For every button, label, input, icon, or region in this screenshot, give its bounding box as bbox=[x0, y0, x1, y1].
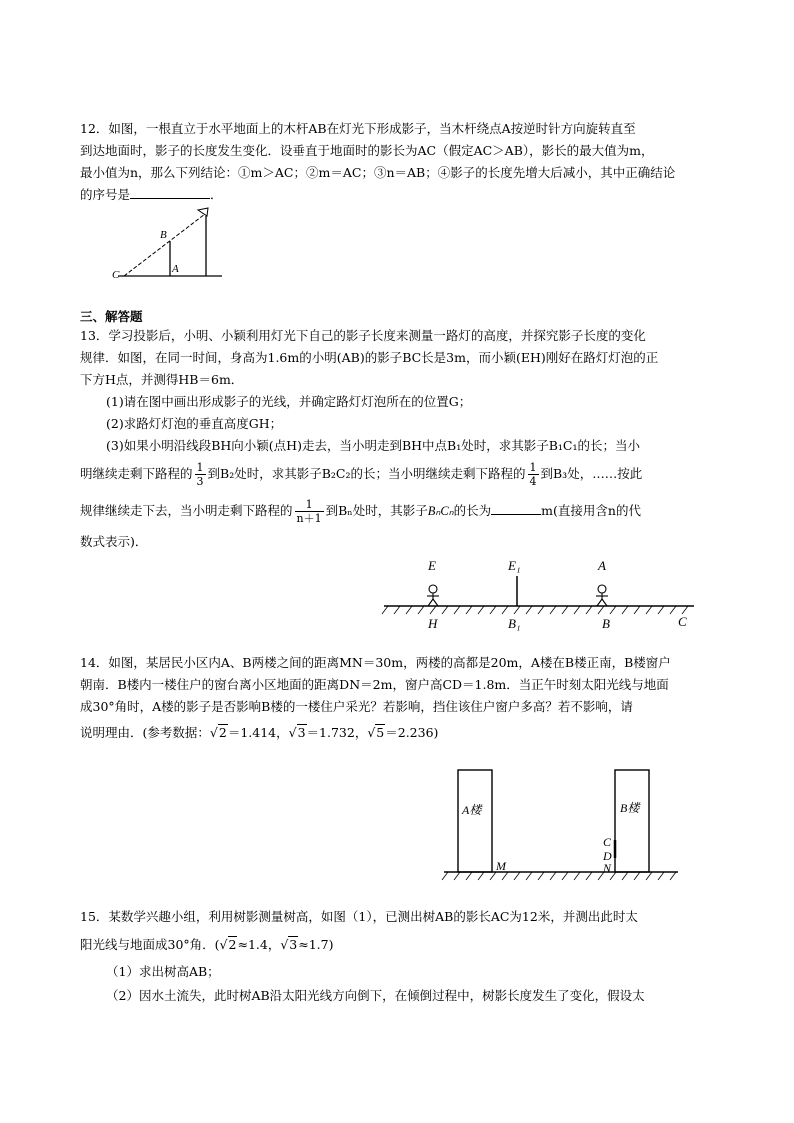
point-label: C bbox=[678, 614, 687, 629]
q14-line: 成30°角时，A楼的影子是否影响B楼的一楼住户采光？若影响，挡住该住户窗户多高？若不影响，请 bbox=[80, 699, 633, 714]
building-label: A楼 bbox=[462, 803, 482, 817]
q13-line: 明继续走剩下路程的 $\frac{1}{3}$ 到B₂处时，求其影子B₂C₂的长；当小明继续走剩下路程的 $\frac{1}{4}$ 到B₃处，……按此 bbox=[80, 461, 643, 488]
building-a bbox=[458, 770, 492, 872]
point-label: C bbox=[603, 835, 612, 849]
q15-line: 阳光线与地面成30°角．(√2≈1.4，√3≈1.7) bbox=[80, 930, 712, 960]
q13-sub: (3)如果小明沿线段BH向小颖(点H)走去，当小明走到BH中点B₁处时，求其影子B₁C₁的长；当小 bbox=[106, 438, 641, 453]
q12-line: 到达地面时，影子的长度发生变化．设垂直于地面时的影长为AC（假定AC＞AB），影长的最大值为m， bbox=[80, 143, 654, 158]
point-label: B bbox=[602, 616, 610, 631]
point-label: H bbox=[428, 616, 438, 631]
answer-blank bbox=[130, 186, 210, 199]
point-label: E₁ bbox=[508, 558, 521, 573]
q13-line: 规律继续走下去，当小明走剩下路程的 $\frac{1}{n+1}$ 到Bₙ处时，其影子BₙCₙ的长为 m(直接用含n的代 bbox=[80, 498, 641, 525]
point-label: E bbox=[428, 558, 436, 573]
q14-line: 说明理由．(参考数据：√2＝1.414，√3＝1.732，√5＝2.236) bbox=[80, 718, 712, 748]
q15-text bbox=[80, 904, 712, 1008]
point-label: A bbox=[598, 558, 606, 573]
q14-text bbox=[80, 652, 712, 748]
q13-line: 规律．如图，在同一时间，身高为1.6m的小明(AB)的影子BC长是3m，而小颖(EH)刚好在路灯灯泡的正 bbox=[80, 350, 659, 365]
sqrt-expr: √3 bbox=[280, 937, 298, 952]
q13-figure bbox=[378, 552, 700, 634]
person-icon bbox=[427, 585, 439, 606]
q13-sub: (1)请在图中画出形成影子的光线，并确定路灯灯泡所在的位置G； bbox=[106, 394, 472, 409]
point-label: C bbox=[112, 269, 120, 281]
sqrt-expr: √3 bbox=[288, 725, 306, 740]
point-label: B bbox=[160, 229, 167, 241]
fraction: $\frac{1}{n+1}$ bbox=[296, 498, 322, 525]
fraction: $\frac{1}{3}$ bbox=[196, 461, 204, 488]
q15-sub: （1）求出树高AB； bbox=[106, 964, 220, 979]
q13-line: 下方H点，并测得HB＝6m． bbox=[80, 372, 244, 387]
q14-line: 朝南．B楼内一楼住户的窗台离小区地面的距离DN＝2m，窗户高CD＝1.8m．当正午时刻太阳光线与地面 bbox=[80, 677, 669, 692]
sqrt-expr: √2 bbox=[209, 725, 227, 740]
q12-line: 最小值为n，那么下列结论：①m＞AC；②m＝AC；③n＝AB；④影子的长度先增大后减小，其中正确结论 bbox=[80, 165, 676, 180]
q13-line: 数式表示)． bbox=[80, 534, 148, 549]
person-icon bbox=[596, 585, 608, 606]
point-label: B₁ bbox=[508, 616, 521, 631]
q12-figure bbox=[108, 204, 228, 282]
q15-line: 15．某数学兴趣小组，利用树影测量树高，如图（1），已测出树AB的影长AC为12米，并测出此时太 bbox=[80, 909, 638, 924]
fraction: $\frac{1}{4}$ bbox=[529, 461, 537, 488]
section-title: 三、解答题 bbox=[80, 309, 143, 324]
point-label: M bbox=[496, 859, 506, 873]
building-b bbox=[615, 770, 649, 872]
point-label: D bbox=[603, 849, 612, 863]
answer-blank bbox=[491, 502, 541, 515]
sqrt-expr: √5 bbox=[367, 725, 385, 740]
q12-line: 12．如图，一根直立于水平地面上的木杆AB在灯光下形成影子，当木杆绕点A按逆时针方向旋转直至 bbox=[80, 121, 636, 136]
q14-line: 14．如图，某居民小区内A、B两楼之间的距离MN＝30m，两楼的高都是20m，A楼在B楼正南，B楼窗户 bbox=[80, 655, 671, 670]
building-label: B楼 bbox=[620, 801, 640, 815]
point-label: N bbox=[603, 861, 612, 875]
q13-sub: (2)求路灯灯泡的垂直高度GH； bbox=[106, 416, 283, 431]
point-label: A bbox=[172, 263, 179, 275]
q12-line: 的序号是 ． bbox=[80, 187, 223, 202]
q12-text bbox=[80, 118, 712, 206]
q14-figure bbox=[440, 762, 684, 886]
q13-line: 13．学习投影后，小明、小颖利用灯光下自己的影子长度来测量一路灯的高度，并探究影子长度的变化 bbox=[80, 328, 646, 343]
q13-text bbox=[80, 325, 712, 553]
q15-sub: （2）因水土流失，此时树AB沿太阳光线方向倒下，在倾倒过程中，树影长度发生了变化，假设太 bbox=[106, 988, 645, 1003]
sqrt-expr: √2 bbox=[219, 937, 237, 952]
